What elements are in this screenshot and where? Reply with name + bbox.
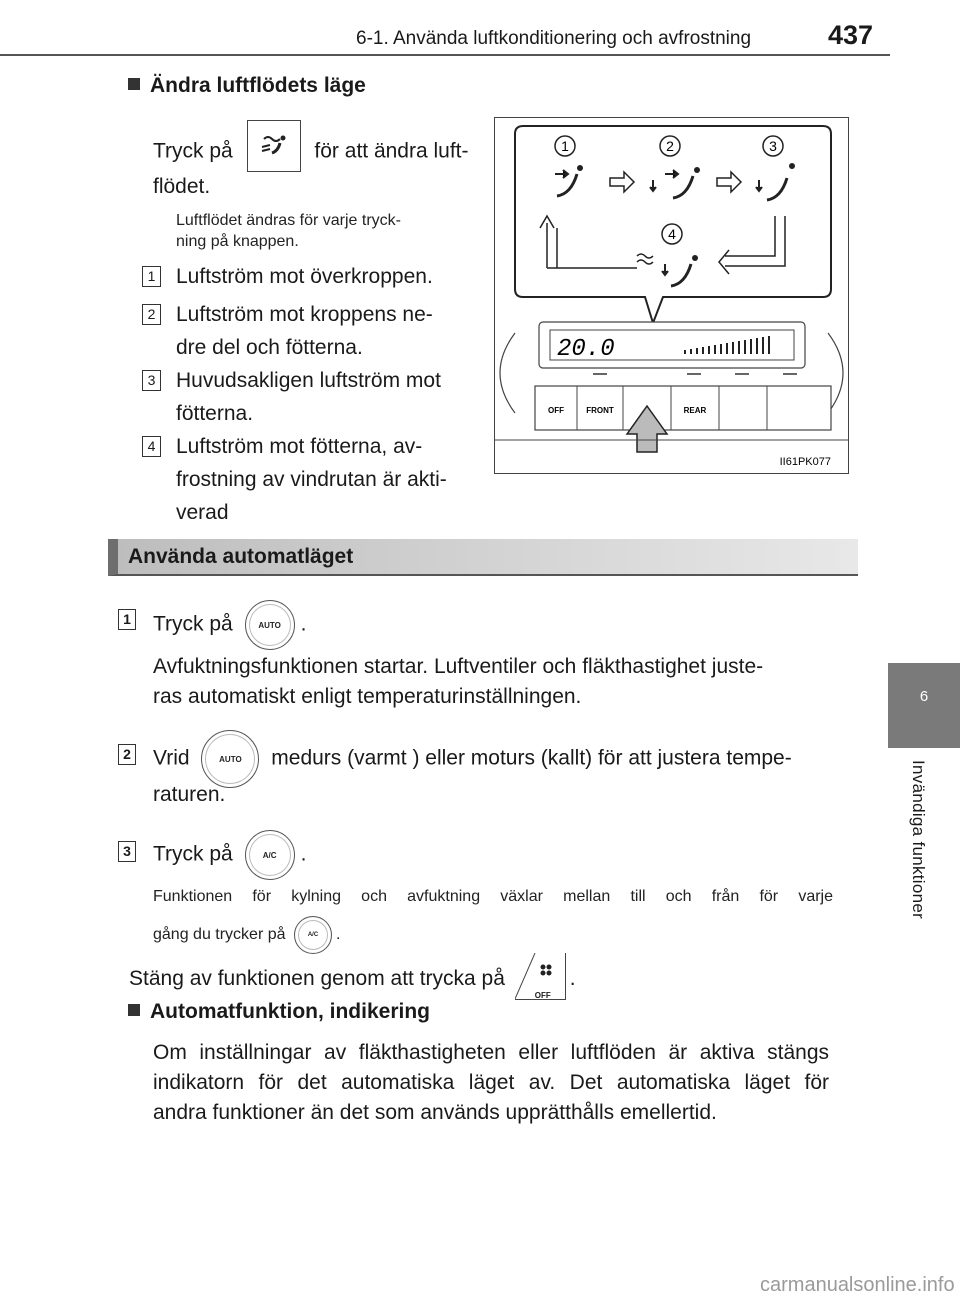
step-1-prefix: Tryck på [153, 612, 233, 636]
step-1-detail-1: Avfuktningsfunktionen startar. Luftventiler och fläkthastighet juste- [153, 655, 764, 678]
running-header: 6-1. Använda luftkonditionering och avfrostning [356, 28, 752, 49]
step-3-note-2 [153, 916, 340, 954]
item-text: Huvudsakligen luftström mot [176, 369, 441, 392]
step-2-prefix: Vrid [153, 746, 190, 770]
auto-indicator-line-1: Om inställningar av fläkthastigheten eller luftflöden är aktiva stängs [153, 1041, 829, 1064]
step-2-line [153, 730, 843, 788]
auto-dial[interactable]: AUTO [201, 730, 259, 788]
airflow-heading [128, 74, 366, 98]
off-line-prefix: Stäng av funktionen genom att trycka på [129, 967, 505, 991]
step-1-detail-2: ras automatiskt enligt temperaturinställningen. [153, 685, 582, 708]
auto-indicator-line-2: indikatorn för det automatiska läget av. Det automatiska läget för [153, 1071, 829, 1094]
square-bullet-icon [128, 78, 140, 90]
step-2-suffix2: raturen. [153, 783, 226, 806]
step-1-suffix: . [300, 612, 307, 636]
callout-2: 2 [666, 138, 674, 154]
item-text: frostning av vindrutan är akti- [176, 468, 447, 491]
chapter-tab [888, 663, 960, 748]
climate-panel-illustration [495, 118, 848, 473]
auto-button[interactable]: AUTO [245, 600, 295, 650]
step-2-suffix: medurs (varmt ) eller moturs (kallt) för att justera tempe- [271, 746, 792, 770]
airflow-note-2: ning på knappen. [176, 233, 299, 250]
step-3-note-1: Funktionen för kylning och avfuktning växlar mellan till och från för varje [153, 888, 833, 905]
step-number-3: 3 [118, 841, 136, 862]
auto-indicator-heading [128, 1000, 430, 1024]
item-number-box: 1 [142, 266, 161, 287]
square-bullet-icon [128, 1004, 140, 1016]
item-number-box: 4 [142, 436, 161, 457]
callout-3: 3 [769, 138, 777, 154]
step-3-line [153, 830, 306, 880]
page-number: 437 [828, 20, 874, 50]
ac-button[interactable]: A/C [245, 830, 295, 880]
off-line-suffix: . [569, 967, 576, 991]
ac-button-small[interactable]: A/C [294, 916, 332, 954]
step-number-2: 2 [118, 744, 136, 765]
off-button[interactable] [515, 953, 566, 1000]
item-text: dre del och fötterna. [176, 336, 363, 359]
panel-btn-rear: REAR [683, 406, 707, 415]
instr-part1: Tryck på [153, 139, 233, 163]
airflow-figure [494, 117, 849, 474]
step-1-line [153, 600, 306, 650]
item-number-box: 3 [142, 370, 161, 391]
instr-part2: för att ändra luft- [314, 139, 469, 163]
step-3-note2-suffix: . [335, 926, 341, 944]
airflow-note-1: Luftflödet ändras för varje tryck- [176, 212, 401, 229]
step-3-prefix: Tryck på [153, 842, 233, 866]
callout-4: 4 [668, 226, 676, 242]
display-temp: 20.0 [557, 336, 615, 363]
off-button-label: OFF [534, 991, 551, 1000]
step-3-suffix: . [300, 842, 307, 866]
item-text: verad [176, 501, 229, 524]
header-rule [0, 54, 890, 56]
item-text: Luftström mot överkroppen. [176, 265, 433, 288]
panel-btn-off: OFF [548, 406, 564, 415]
step-number-1: 1 [118, 609, 136, 630]
step-3-note2-prefix: gång du trycker på [153, 926, 286, 944]
item-text: Luftström mot kroppens ne- [176, 303, 433, 326]
item-text: fötterna. [176, 402, 254, 425]
figure-code: II61PK077 [779, 456, 831, 468]
section-title: Använda automatläget [128, 545, 354, 568]
instr-part3: flödet. [153, 175, 211, 198]
item-number-box: 2 [142, 304, 161, 325]
airflow-mode-button[interactable] [247, 120, 301, 172]
callout-1: 1 [561, 138, 569, 154]
airflow-heading-text: Ändra luftflödets läge [150, 74, 366, 97]
panel-btn-front: FRONT [586, 406, 614, 415]
chapter-title: Invändiga funktioner [909, 760, 928, 920]
item-text: Luftström mot fötterna, av- [176, 435, 423, 458]
watermark: carmanualsonline.info [760, 1274, 955, 1296]
auto-indicator-heading-text: Automatfunktion, indikering [150, 1000, 430, 1023]
airflow-mode-icon [248, 121, 300, 171]
auto-indicator-line-3: andra funktioner än det som används upprätthålls emellertid. [153, 1101, 717, 1124]
off-line [129, 956, 576, 1003]
chapter-number: 6 [919, 688, 929, 705]
